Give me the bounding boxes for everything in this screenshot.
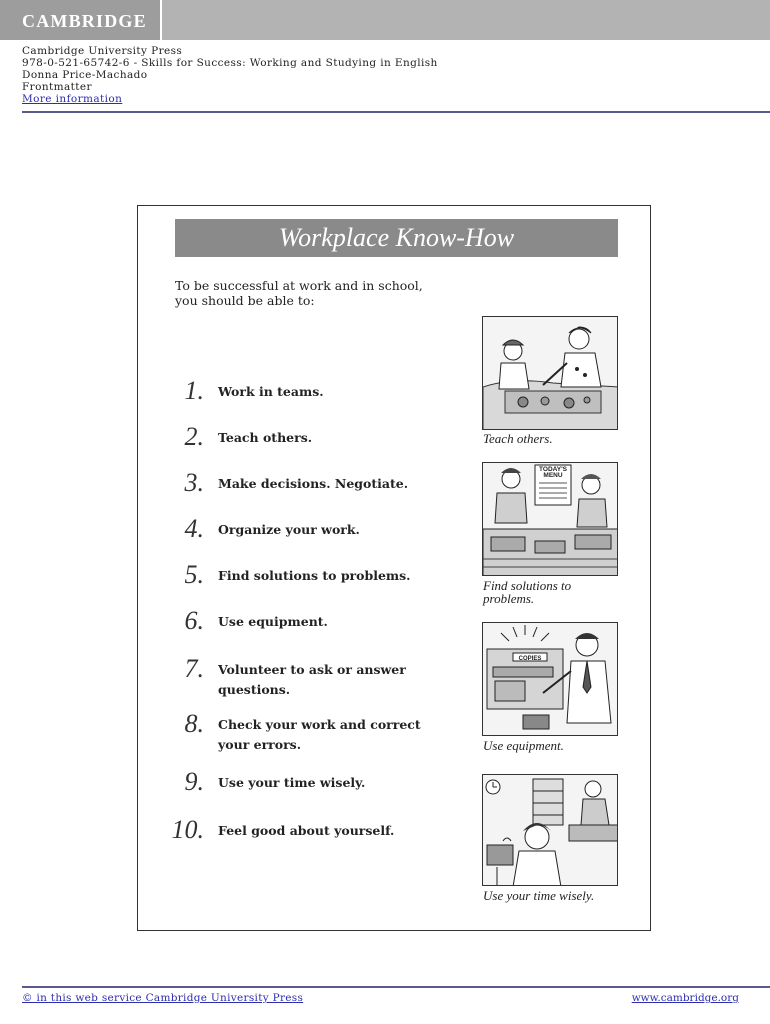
item-text: Make decisions. Negotiate. [218,476,409,491]
list-item [160,817,428,843]
website-link[interactable]: www.cambridge.org [631,992,739,1004]
item-number: 2. [184,422,204,451]
illustration-use-time-wisely [482,774,618,886]
top-bar [0,0,770,40]
item-text: Teach others. [218,430,313,445]
item-number: 9. [184,767,204,796]
caption-find-solutions: Find solutions to problems. [483,578,572,606]
item-text: Check your work and correct your errors. [218,717,421,752]
list-item [160,516,428,542]
item-number: 1. [184,376,204,405]
more-information-link[interactable]: More information [22,93,123,105]
list-item [160,711,428,755]
item-text: Find solutions to problems. [218,568,411,583]
item-text: Organize your work. [218,522,360,537]
author: Donna Price-Machado [22,69,148,81]
office-clock-illustration [483,775,618,886]
illustration-find-solutions [482,462,618,576]
logo-box [0,0,162,40]
header-divider [22,111,770,113]
footer-divider [22,986,770,988]
menu-sign-line-1: TODAY'S [539,466,567,473]
illustration-use-equipment [482,622,618,736]
item-number: 6. [184,606,204,635]
list-item [160,562,428,588]
caption-use-time-wisely: Use your time wisely. [483,888,595,903]
mechanics-illustration [483,317,618,430]
item-number: 5. [184,560,204,589]
publisher: Cambridge University Press [22,45,183,57]
copier-label: COPIES [518,656,542,662]
copyright-link[interactable]: © in this web service Cambridge University Press [22,992,304,1004]
menu-sign-line-2: MENU [543,472,563,479]
isbn-title: 978-0-521-65742-6 - Skills for Success: Working and Studying in English [22,57,438,69]
copier-illustration [483,623,618,736]
list-item [160,470,428,496]
list-item [160,656,428,700]
item-number: 4. [184,514,204,543]
section-label: Frontmatter [22,81,92,93]
item-text: Work in teams. [218,384,324,399]
illustration-teach-others [482,316,618,430]
intro-text [175,278,475,308]
kitchen-workers-illustration [483,463,618,576]
cambridge-logo[interactable]: CAMBRIDGE [22,11,147,31]
item-text: Volunteer to ask or answer questions. [218,662,406,697]
list-item [160,378,428,404]
list-item [160,769,428,795]
item-text: Feel good about yourself. [218,823,395,838]
item-number: 10. [171,815,204,844]
item-number: 3. [184,468,204,497]
intro-line-1: To be successful at work and in school, [175,278,423,293]
list-item [160,424,428,450]
item-number: 7. [184,654,204,683]
book-metadata [22,45,438,105]
intro-line-2: you should be able to: [175,293,315,308]
item-text: Use your time wisely. [218,775,366,790]
page-title: Workplace Know-How [175,219,618,257]
item-text: Use equipment. [218,614,328,629]
caption-teach-others: Teach others. [483,431,553,446]
item-number: 8. [184,709,204,738]
caption-use-equipment: Use equipment. [483,738,564,753]
list-item [160,608,428,634]
